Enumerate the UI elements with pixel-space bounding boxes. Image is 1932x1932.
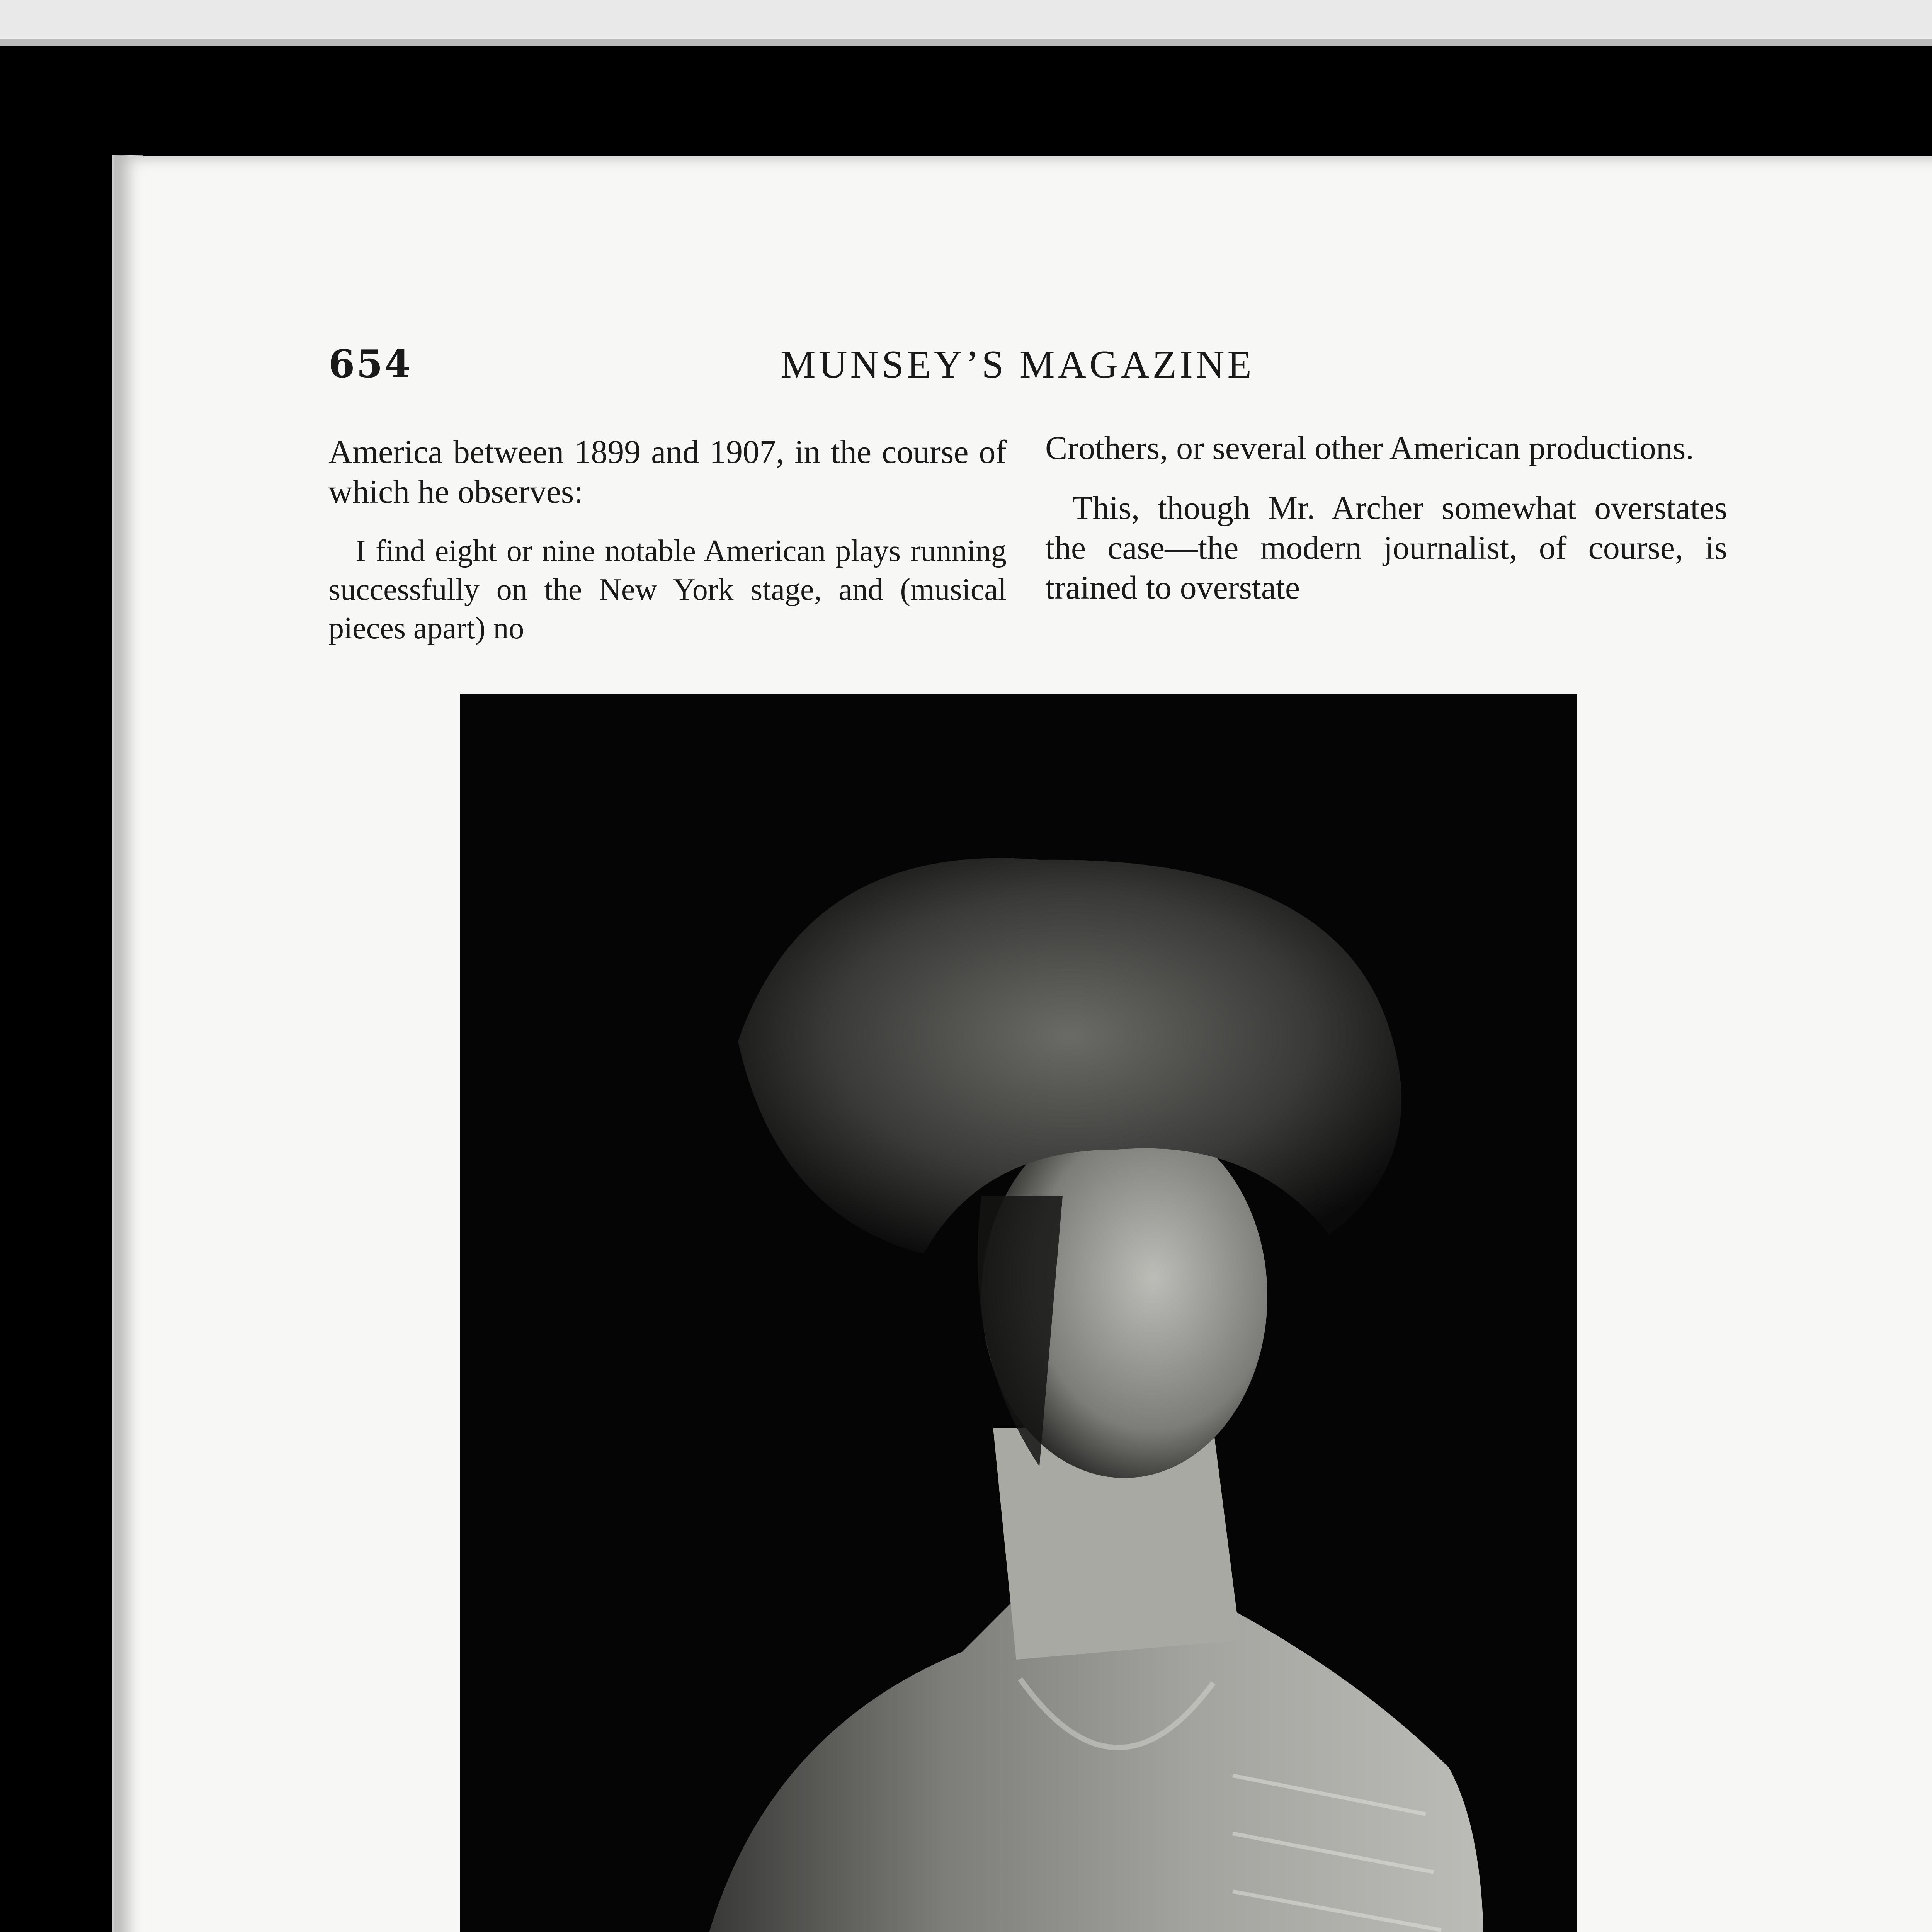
- previous-page-edge: [0, 0, 1932, 46]
- quote-continuation: Crothers, or several other American productions.: [1045, 429, 1694, 466]
- intro-paragraph: America between 1899 and 1907, in the course of which he observes:: [328, 433, 1007, 510]
- page-number: 654: [328, 342, 412, 386]
- running-head: MUNSEY’S MAGAZINE: [781, 343, 1255, 386]
- top-left-column: [328, 432, 1007, 648]
- top-right-column: [1045, 428, 1727, 607]
- quote-paragraph: I find eight or nine notable American plays running successfully on the New York stage, and (musical pieces apart) no: [328, 534, 1007, 645]
- portrait-photograph: [460, 694, 1577, 1932]
- body-paragraph: This, though Mr. Archer somewhat overstates the case—the modern journalist, of course, is trained to overstate: [1045, 489, 1727, 606]
- portrait-image: [460, 694, 1577, 1932]
